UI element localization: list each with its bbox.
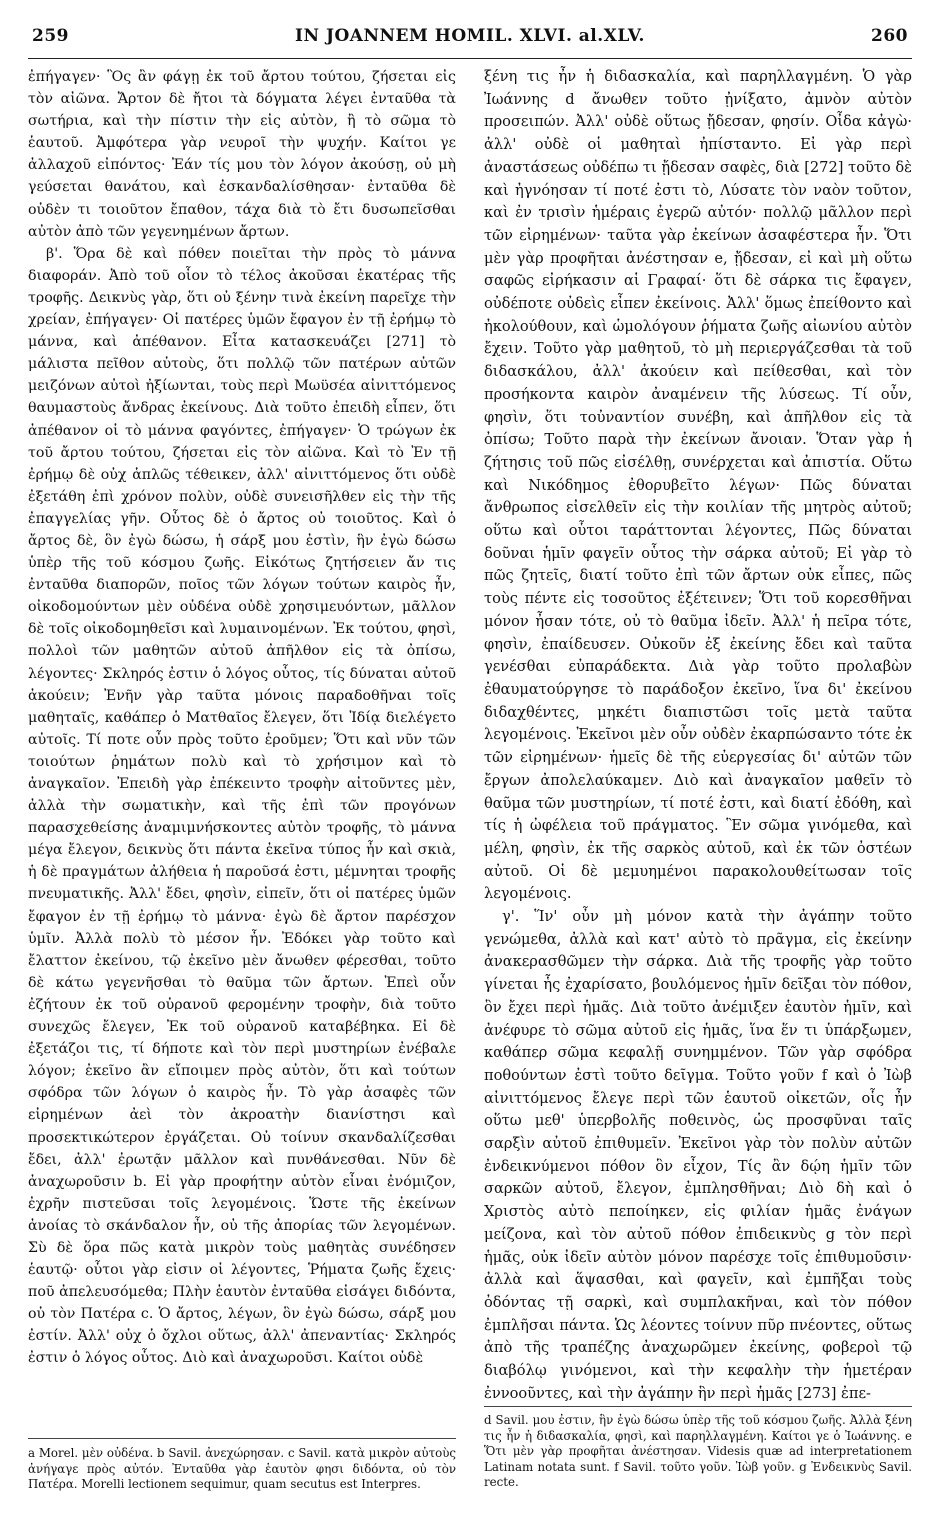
page-number-right: 260	[871, 26, 908, 46]
book-page	[28, 26, 912, 1526]
paragraph: ξένη τις ἦν ἡ διδασκαλία, καὶ παρηλλαγμένη. Ὁ γὰρ Ἰωάννης d ἄνωθεν τοῦτο ᾐνίξατο, ἀμνὸν αὐτὸν προσειπών. Ἀλλ' οὐδὲ οὕτως ᾔδεσαν, φησίν. Οἶδα κἀγὼ· ἀλλ' οὐδὲ οἱ μαθηταὶ ἠπίσταντο. Εἰ γὰρ περὶ ἀναστάσεως οὐδέπω τι ᾔδεσαν σαφὲς, διὰ [272] τοῦτο δὲ καὶ ἠγνόησαν τί ποτέ ἐστι τὸ, Λύσατε τὸν ναὸν τοῦτον, καὶ ἐν τρισὶν ἡμέραις ἐγερῶ αὐτόν· πολλῷ μᾶλλον περὶ τῶν εἰρημένων· ταῦτα γὰρ ἐκείνων ἀσαφέστερα ἦν. Ὅτι μὲν γὰρ προφῆται ἀνέστησαν e, ᾔδεσαν, εἰ καὶ μὴ οὕτω σαφῶς εἰρήκασιν αἱ Γραφαί· ὅτι δὲ σάρκα τις ἔφαγεν, οὐδέποτε οὐδεὶς εἶπεν ἐκείνοις. Ἀλλ' ὅμως ἐπείθοντο καὶ ἠκολούθουν, καὶ ὡμολόγουν ῥήματα ζωῆς αἰωνίου αὐτὸν ἔχειν. Τοῦτο γὰρ μαθητοῦ, τὸ μὴ περιεργάζεσθαι τὰ τοῦ διδασκάλου, ἀλλ' ἀκούειν καὶ πείθεσθαι, καὶ τὸν προσήκοντα καιρὸν ἀναμένειν τῆς λύσεως. Τί οὖν, φησὶν, ὅτι τοὐναντίον συνέβη, καὶ ἀπῆλθον εἰς τὰ ὀπίσω; Τοῦτο παρὰ τὴν ἐκείνων ἄνοιαν. Ὅταν γὰρ ἡ ζήτησις τοῦ πῶς εἰσέλθῃ, συνέρχεται καὶ ἀπιστία. Οὕτω καὶ Νικόδημος ἐθορυβεῖτο λέγων· Πῶς δύναται ἄνθρωπος εἰσελθεῖν εἰς τὴν κοιλίαν τῆς μητρὸς αὐτοῦ; οὕτω καὶ οὗτοι ταράττονται λέγοντες, Πῶς δύναται δοῦναι ἡμῖν φαγεῖν οὗτος τὴν σάρκα αὐτοῦ; Εἰ γὰρ τὸ πῶς ζητεῖς, διατί τοῦτο ἐπὶ τῶν ἄρτων οὐκ εἶπες, πῶς τοὺς πέντε εἰς τοσοῦτος ἐξέτεινεν; Ὅτι τοῦ κορεσθῆναι μόνον ἦσαν τότε, οὐ τὸ θαῦμα ἰδεῖν. Ἀλλ' ἡ πεῖρα τότε, φησὶν, ἐπαίδευσεν. Οὐκοῦν ἐξ ἐκείνης ἔδει καὶ ταῦτα γενέσθαι εὐπαράδεκτα. Διὰ γὰρ τοῦτο προλαβὼν ἐθαυματούργησε τὸ παράδοξον ἐκεῖνο, ἵνα δι' ἐκείνου διδαχθέντες, μηκέτι διαπιστῶσι τοῖς μετὰ ταῦτα λεγομένοις. Ἐκεῖνοι μὲν οὖν οὐδὲν ἐκαρπώσαντο τότε ἐκ τῶν εἰρημένων· ἡμεῖς δὲ τῆς εὐεργεσίας δι' αὐτῶν τῶν ἔργων ἀπολελαύκαμεν. Διὸ καὶ ἀναγκαῖον μαθεῖν τὸ θαῦμα τῶν μυστηρίων, τί ποτέ ἐστι, καὶ διατί ἐδόθη, καὶ τίς ἡ ὠφέλεια τοῦ πράγματος. Ἓν σῶμα γινόμεθα, καὶ μέλη, φησὶν, ἐκ τῆς σαρκὸς αὐτοῦ, καὶ ἐκ τῶν ὀστέων αὐτοῦ. Οἱ δὲ μεμυημένοι παρακολουθείτωσαν τοῖς λεγομένοις.	[484, 68, 912, 903]
footnotes-left: a Morel. μὲν οὐδένα. b Savil. ἀνεχώρησαν. c Savil. κατὰ μικρὸν αὐτοὺς ἀνήγαγε πρὸς αὐτόν. Ἐνταῦθα γὰρ ἑαυτὸν φησι διδόντα, οὐ τὸν Πατέρα. Morelli lectionem sequimur, quam secutus est Interpres.	[28, 1446, 456, 1491]
footnote-rule	[28, 1438, 456, 1439]
paragraph: γ'. Ἵν' οὖν μὴ μόνον κατὰ τὴν ἀγάπην τοῦτο γενώμεθα, ἀλλὰ καὶ κατ' αὐτὸ τὸ πρᾶγμα, εἰς ἐκείνην ἀνακερασθῶμεν τὴν σάρκα. Διὰ τῆς τροφῆς γὰρ τοῦτο γίνεται ἧς ἐχαρίσατο, βουλόμενος ἡμῖν δεῖξαι τὸν πόθον, ὃν ἔχει περὶ ἡμᾶς. Διὰ τοῦτο ἀνέμιξεν ἑαυτὸν ἡμῖν, καὶ ἀνέφυρε τὸ σῶμα αὐτοῦ εἰς ἡμᾶς, ἵνα ἕν τι ὑπάρξωμεν, καθάπερ σῶμα κεφαλῇ συνημμένον. Τῶν γὰρ σφόδρα ποθούντων ἐστὶ τοῦτο δεῖγμα. Τοῦτο γοῦν f καὶ ὁ Ἰὼβ αἰνιττόμενος ἔλεγε περὶ τῶν ἑαυτοῦ οἰκετῶν, οἷς ἦν οὕτω μεθ' ὑπερβολῆς ποθεινὸς, ὡς προσφῦναι ταῖς σαρξὶν αὐτοῦ ἐπιθυμεῖν. Ἐκεῖνοι γὰρ τὸν πολὺν αὐτῶν ἐνδεικνύμενοι πόθον ὃν εἶχον, Τίς ἂν δῴη ἡμῖν τῶν σαρκῶν αὐτοῦ, ἔλεγον, ἐμπλησθῆναι; Διὸ δὴ καὶ ὁ Χριστὸς αὐτὸ πεποίηκεν, εἰς φιλίαν ἡμᾶς ἐνάγων μείζονα, καὶ τὸν αὐτοῦ πόθον ἐπιδεικνὺς g τὸν περὶ ἡμᾶς, οὐκ ἰδεῖν αὐτὸν μόνον παρέσχε τοῖς ἐπιθυμοῦσιν· ἀλλὰ καὶ ἅψασθαι, καὶ φαγεῖν, καὶ ἐμπῆξαι τοὺς ὀδόντας τῇ σαρκὶ, καὶ συμπλακῆναι, καὶ τὸν πόθον ἐμπλῆσαι πάντα. Ὡς λέοντες τοίνυν πῦρ πνέοντες, οὕτως ἀπὸ τῆς τραπέζης ἀναχωρῶμεν ἐκείνης, φοβεροὶ τῷ διαβόλῳ γινόμενοι, καὶ τὴν κεφαλὴν τὴν ἡμετέραν ἐννοοῦντες, καὶ τὴν ἀγάπην ἣν περὶ ἡμᾶς [273] ἐπε-	[484, 908, 912, 1402]
page-number-left: 259	[32, 26, 69, 46]
running-head	[28, 26, 912, 54]
header-rule	[28, 58, 912, 59]
paragraph: ἐπήγαγεν· Ὃς ἂν φάγῃ ἐκ τοῦ ἄρτου τούτου, ζήσεται εἰς τὸν αἰῶνα. Ἄρτον δὲ ἤτοι τὰ δόγματα λέγει ἐνταῦθα τὰ σωτήρια, καὶ τὴν πίστιν τὴν εἰς αὐτὸν, ἢ τὸ σῶμα τὸ ἑαυτοῦ. Ἀμφότερα γὰρ νευροῖ τὴν ψυχήν. Καίτοι γε ἀλλαχοῦ εἰπόντος· Ἐάν τίς μου τὸν λόγον ἀκούσῃ, οὐ μὴ γεύσεται θανάτου, καὶ ἐσκανδαλίσθησαν· ἐνταῦθα δὲ οὐδὲν τι τοιοῦτον ἔπαθον, τάχα διὰ τὸ ἔτι δυσωπεῖσθαι αὐτὸν ἀπὸ τῶν γεγενημένων ἄρτων.	[28, 69, 456, 240]
paragraph: β'. Ὅρα δὲ καὶ πόθεν ποιεῖται τὴν πρὸς τὸ μάννα διαφοράν. Ἀπὸ τοῦ οἷον τὸ τέλος ἀκοῦσαι ἑκατέρας τῆς τροφῆς. Δεικνὺς γὰρ, ὅτι οὐ ξένην τινὰ ἐκείνη παρεῖχε τὴν χρείαν, ἐπήγαγεν· Οἱ πατέρες ὑμῶν ἔφαγον ἐν τῇ ἐρήμῳ τὸ μάννα, καὶ ἀπέθανον. Εἶτα κατασκευάζει [271] τὸ μάλιστα πεῖθον αὐτοὺς, ὅτι πολλῷ τῶν πατέρων αὐτῶν μειζόνων αὐτοὶ ἠξίωνται, τοὺς περὶ Μωϋσέα αἰνιττόμενος θαυμαστοὺς ἄνδρας ἐκείνους. Διὰ τοῦτο ἐπειδὴ εἶπεν, ὅτι ἀπέθανον οἱ τὸ μάννα φαγόντες, ἐπήγαγεν· Ὁ τρώγων ἐκ τοῦ ἄρτου τούτου, ζήσεται εἰς τὸν αἰῶνα. Καὶ τὸ Ἐν τῇ ἐρήμῳ δὲ οὐχ ἁπλῶς τέθεικεν, ἀλλ' αἰνιττόμενος ὅτι οὐδὲ ἐξετάθη ἐπὶ χρόνον πολὺν, οὐδὲ συνεισῆλθεν εἰς τὴν τῆς ἐπαγγελίας γῆν. Οὗτος δὲ ὁ ἄρτος οὐ τοιοῦτος. Καὶ ὁ ἄρτος δὲ, ὃν ἐγὼ δώσω, ἡ σάρξ μου ἐστὶν, ἣν ἐγὼ δώσω ὑπὲρ τῆς τοῦ κόσμου ζωῆς. Εἰκότως ζητήσειεν ἄν τις ἐνταῦθα διαπορῶν, ποῖος τῶν λόγων τούτων καιρὸς ἦν, οἰκοδομούντων μὲν οὐδένα οὐδὲ χρησιμευόντων, μᾶλλον δὲ τοῖς οἰκοδομηθεῖσι καὶ λυμαινομένων. Ἐκ τούτου, φησὶ, πολλοὶ τῶν μαθητῶν αὐτοῦ ἀπῆλθον εἰς τὰ ὀπίσω, λέγοντες· Σκληρός ἐστιν ὁ λόγος οὗτος, τίς δύναται αὐτοῦ ἀκούειν; Ἐνῆν γὰρ ταῦτα μόνοις παραδοθῆναι τοῖς μαθηταῖς, καθάπερ ὁ Ματθαῖος ἔλεγεν, ὅτι Ἰδίᾳ διελέγετο αὐτοῖς. Τί ποτε οὖν πρὸς τοῦτο ἐροῦμεν; Ὅτι καὶ νῦν τῶν τοιούτων ῥημάτων πολὺ καὶ τὸ χρήσιμον καὶ τὸ ἀναγκαῖον. Ἐπειδὴ γὰρ ἐπέκειντο τροφὴν αἰτοῦντες μὲν, ἀλλὰ τὴν σωματικὴν, καὶ τῆς ἐπὶ τῶν προγόνων παρασχεθείσης ἀναμιμνήσκοντες αὐτὸν τροφῆς, τὸ μάννα μέγα ἔλεγον, δεικνὺς ὅτι πάντα ἐκεῖνα τύπος ἦν καὶ σκιὰ, ἡ δὲ πραγμάτων ἀλήθεια ἡ παροῦσά ἐστι, μέμνηται τροφῆς πνευματικῆς. Ἀλλ' ἔδει, φησὶν, εἰπεῖν, ὅτι οἱ πατέρες ὑμῶν ἔφαγον ἐν τῇ ἐρήμῳ τὸ μάννα· ἐγὼ δὲ ἄρτον παρέσχον ὑμῖν. Ἀλλὰ πολὺ τὸ μέσον ἦν. Ἐδόκει γὰρ τοῦτο καὶ ἔλαττον ἐκείνου, τῷ ἐκεῖνο μὲν ἄνωθεν φέρεσθαι, τοῦτο δὲ κάτω γεγενῆσθαι τὸ θαῦμα τῶν ἄρτων. Ἐπεὶ οὖν ἐζήτουν ἐκ τοῦ οὐρανοῦ φερομένην τροφὴν, διὰ τοῦτο συνεχῶς ἔλεγεν, Ἐκ τοῦ οὐρανοῦ καταβέβηκα. Εἰ δὲ ἐξετάζοι τις, τί δήποτε καὶ τὸν περὶ μυστηρίων ἐνέβαλε λόγον; ἐκεῖνο ἂν εἴποιμεν πρὸς αὐτὸν, ὅτι καὶ τούτων σφόδρα τῶν λόγων ὁ καιρὸς ἦν. Τὸ γὰρ ἀσαφὲς τῶν εἰρημένων ἀεὶ τὸν ἀκροατὴν διανίστησι καὶ προσεκτικώτερον ἐργάζεται. Οὐ τοίνυν σκανδαλίζεσθαι ἔδει, ἀλλ' ἐρωτᾷν μᾶλλον καὶ πυνθάνεσθαι. Νῦν δὲ ἀναχωροῦσιν b. Εἰ γὰρ προφήτην αὐτὸν εἶναι ἐνόμιζον, ἐχρῆν πιστεῦσαι τοῖς λεγομένοις. Ὥστε τῆς ἐκείνων ἀνοίας τὸ σκάνδαλον ἦν, οὐ τῆς ἀπορίας τῶν λεγομένων. Σὺ δὲ ὅρα πῶς κατὰ μικρὸν τοὺς μαθητὰς συνέδησεν ἑαυτῷ· οὗτοι γὰρ εἰσιν οἱ λέγοντες, Ῥήματα ζωῆς ἔχεις· ποῦ ἀπελευσόμεθα; Πλὴν ἑαυτὸν ἐνταῦθα εἰσάγει διδόντα, οὐ τὸν Πατέρα c. Ὁ ἄρτος, λέγων, ὃν ἐγὼ δώσω, σάρξ μου ἐστίν. Ἀλλ' οὐχ ὁ ὄχλοι οὕτως, ἀλλ' ἀπεναντίας· Σκληρός ἐστιν ὁ λόγος οὗτος. Διὸ καὶ ἀναχωροῦσι. Καίτοι οὐδὲ	[28, 245, 456, 1367]
right-column	[484, 66, 912, 1405]
running-title: IN JOANNEM HOMIL. XLVI. al.XLV.	[295, 26, 645, 46]
left-column	[28, 66, 456, 1370]
footnotes-right: d Savil. μου ἐστιν, ἣν ἐγὼ δώσω ὑπὲρ τῆς τοῦ κόσμου ζωῆς. Ἀλλὰ ξένη τις ἦν ἡ διδασκαλία, φησὶ, καὶ παρηλλαγμένη. Καίτοι γε ὁ Ἰωάννης. e Ὅτι μὲν γὰρ προφῆται ἀνέστησαν. Videsis quæ ad interpretationem Latinam notata sunt. f Savil. τοῦτο γοῦν. Ἰὼβ γοῦν. g Ἐνδεικνὺς Savil. recte.	[484, 1406, 912, 1491]
